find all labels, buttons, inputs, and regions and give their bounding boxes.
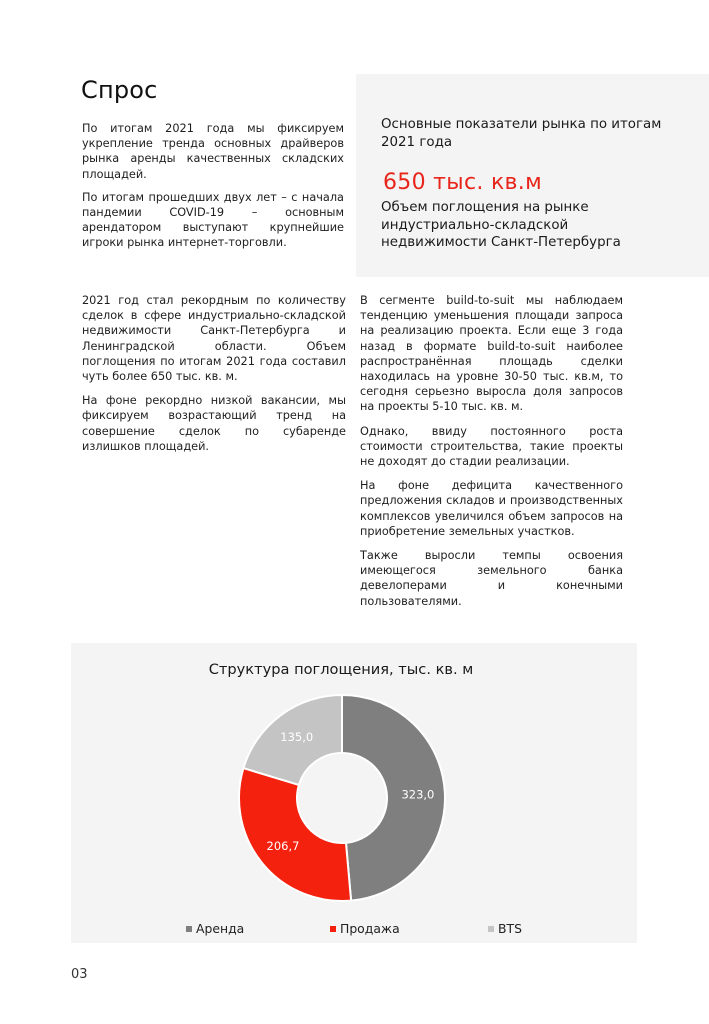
left-paragraph-2: На фоне рекордно низкой вакансии, мы фиксируем возрастающий тренд на совершение сделок по субаренде излишков площадей. xyxy=(82,394,346,453)
chart-legend xyxy=(71,921,637,937)
key-metrics-box xyxy=(356,74,709,277)
right-column xyxy=(360,293,623,609)
legend-item-arenda xyxy=(186,921,244,936)
data-label-arenda: 323,0 xyxy=(401,787,435,802)
absorption-value: 650 тыс. кв.м xyxy=(383,170,542,195)
absorption-structure-chart xyxy=(71,643,637,943)
data-label-prodazha: 206,7 xyxy=(266,838,300,853)
right-paragraph-3: На фоне дефицита качественного предложения складов и производственных комплексов увеличился объем запросов на приобретение земельных участков. xyxy=(360,479,623,538)
left-column xyxy=(82,293,346,454)
intro-section xyxy=(82,121,344,251)
left-paragraph-1: 2021 год стал рекордным по количеству сделок в сфере индустриально-складской недвижимости Санкт-Петербурга и Ленинградской области. Объем поглощения по итогам 2021 года составил чуть более 650 тыс. кв. м. xyxy=(82,294,346,384)
right-paragraph-1: В сегменте build-to-suit мы наблюдаем тенденцию уменьшения площади запроса на реализацию проекта. Если еще 3 года назад в формате build-to-suit наиболее распространённая площадь сделки находилась на уровне 30-50 тыс. кв.м, то сегодня серьезно выросла доля запросов на проекты 5-10 тыс. кв. м. xyxy=(360,294,623,414)
absorption-description: Объем поглощения на рынке индустриально-складской недвижимости Санкт-Петербурга xyxy=(381,200,621,250)
right-paragraph-4: Также выросли темпы освоения имеющегося земельного банка девелоперами и конечными пользователями. xyxy=(360,549,623,608)
legend-label-prodazha: Продажа xyxy=(340,921,400,936)
legend-swatch-prodazha xyxy=(330,926,336,932)
legend-item-prodazha xyxy=(330,921,400,936)
donut-chart xyxy=(71,643,637,943)
legend-label-bts: BTS xyxy=(498,921,522,936)
intro-paragraph-1: По итогам 2021 года мы фиксируем укрепление тренда основных драйверов рынка аренды качественных складских площадей. xyxy=(82,122,344,181)
page-number: 03 xyxy=(71,967,88,982)
intro-paragraph-2: По итогам прошедших двух лет – с начала пандемии COVID-19 – основным арендатором выступают крупнейшие игроки рынка интернет-торговли. xyxy=(82,190,344,250)
key-metrics-heading: Основные показатели рынка по итогам 2021 года xyxy=(381,117,662,150)
legend-item-bts xyxy=(488,921,522,936)
legend-label-arenda: Аренда xyxy=(196,921,245,936)
data-label-bts: 135,0 xyxy=(280,729,314,744)
donut-slice-prodazha xyxy=(239,768,351,901)
chart-title: Структура поглощения, тыс. кв. м xyxy=(208,661,474,678)
legend-swatch-arenda xyxy=(186,926,192,932)
right-paragraph-2: Однако, ввиду постоянного роста стоимости строительства, такие проекты не доходят до стадии реализации. xyxy=(360,424,623,469)
page-title: Спрос xyxy=(81,76,158,104)
legend-swatch-bts xyxy=(488,926,494,932)
